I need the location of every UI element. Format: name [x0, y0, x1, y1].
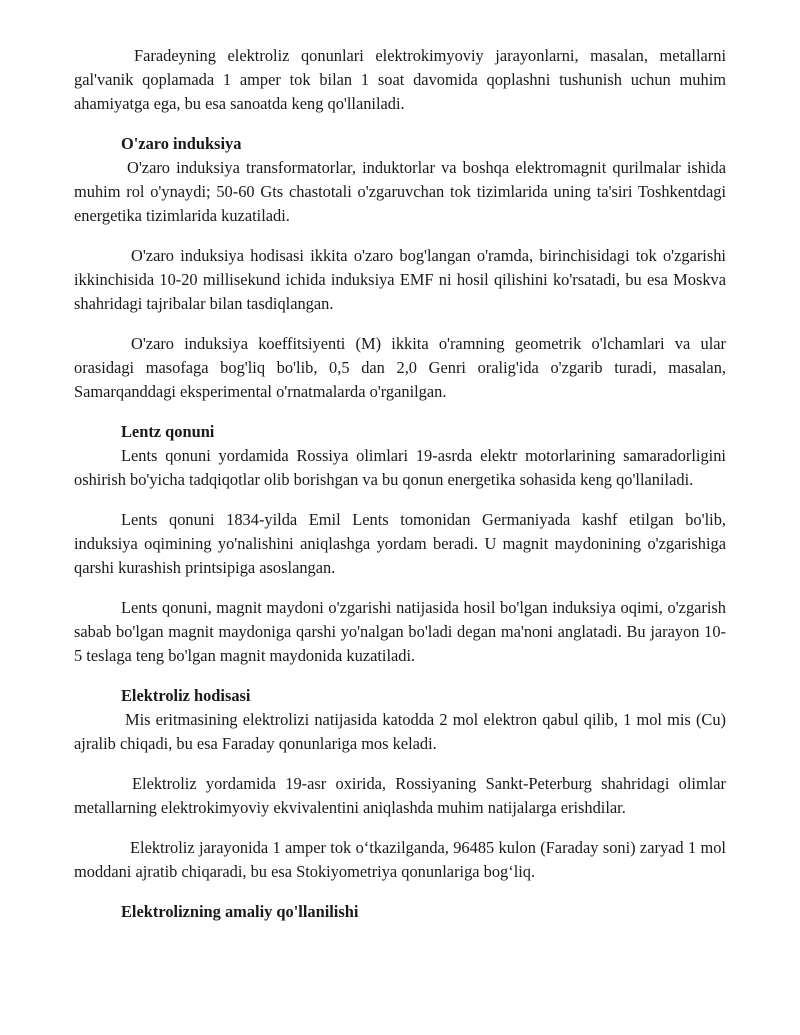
- heading-ozaro-induksiya: O'zaro induksiya: [121, 134, 242, 153]
- paragraph-lentz-3: Lents qonuni, magnit maydoni o'zgarishi natijasida hosil bo'lgan induksiya oqimi, o'zgarish sabab bo'lgan magnit maydoniga qarshi yo'nalgan bo'ladi degan ma'noni anglatadi. Bu jarayon 10-5 teslaga teng bo'lgan magnit maydonida kuzatiladi.: [74, 598, 726, 665]
- paragraph-ozaro-2: O'zaro induksiya hodisasi ikkita o'zaro bog'langan o'ramda, birinchisidagi tok o'zgarishi ikkinchisida 10-20 millisekund ichida induksiya EMF ni hosil qilishini ko'rsatadi, bu esa Moskva shahridagi tajribalar bilan tasdiqlangan.: [74, 246, 726, 313]
- paragraph-elektroliz-1: Mis eritmasining elektrolizi natijasida katodda 2 mol elektron qabul qilib, 1 mol mis (Cu) ajralib chiqadi, bu esa Faraday qonunlariga mos keladi.: [74, 710, 726, 753]
- heading-elektroliz-amaliy: Elektrolizning amaliy qo'llanilishi: [121, 902, 359, 921]
- paragraph-faraday-intro: Faradeyning elektroliz qonunlari elektrokimyoviy jarayonlarni, masalan, metallarni gal'vanik qoplamada 1 amper tok bilan 1 soat davomida qoplashni tushunish uchun muhim ahamiyatga ega, bu esa sanoatda keng qo'llaniladi.: [74, 46, 726, 113]
- paragraph-lentz-1: Lents qonuni yordamida Rossiya olimlari 19-asrda elektr motorlarining samaradorligini oshirish bo'yicha tadqiqotlar olib borishgan va bu qonun energetika sohasida keng qo'llaniladi.: [74, 446, 726, 489]
- paragraph-lentz-2: Lents qonuni 1834-yilda Emil Lents tomonidan Germaniyada kashf etilgan bo'lib, induksiya oqimining yo'nalishini aniqlashga yordam beradi. U magnit maydonining o'zgarishiga qarshi kurashish printsipiga asoslangan.: [74, 510, 726, 577]
- heading-elektroliz-hodisasi: Elektroliz hodisasi: [121, 686, 251, 705]
- paragraph-elektroliz-2: Elektroliz yordamida 19-asr oxirida, Rossiyaning Sankt-Peterburg shahridagi olimlar metallarning elektrokimyoviy ekvivalentini aniqlashda muhim natijalarga erishdilar.: [74, 774, 726, 817]
- heading-lentz-qonuni: Lentz qonuni: [121, 422, 215, 441]
- paragraph-ozaro-1: O'zaro induksiya transformatorlar, induktorlar va boshqa elektromagnit qurilmalar ishida muhim rol o'ynaydi; 50-60 Gts chastotali o'zgaruvchan tok tizimlarida uning ta'siri Toshkentdagi energetika tizimlarida kuzatiladi.: [74, 158, 726, 225]
- paragraph-ozaro-3: O'zaro induksiya koeffitsiyenti (M) ikkita o'ramning geometrik o'lchamlari va ular orasidagi masofaga bog'liq bo'lib, 0,5 dan 2,0 Genri oralig'ida o'zgarib turadi, masalan, Samarqanddagi eksperimental o'rnatmalarda o'rganilgan.: [74, 334, 726, 401]
- paragraph-elektroliz-3: Elektroliz jarayonida 1 amper tok o‘tkazilganda, 96485 kulon (Faraday soni) zaryad 1 mol moddani ajratib chiqaradi, bu esa Stokiyometriya qonunlariga bog‘liq.: [74, 838, 726, 881]
